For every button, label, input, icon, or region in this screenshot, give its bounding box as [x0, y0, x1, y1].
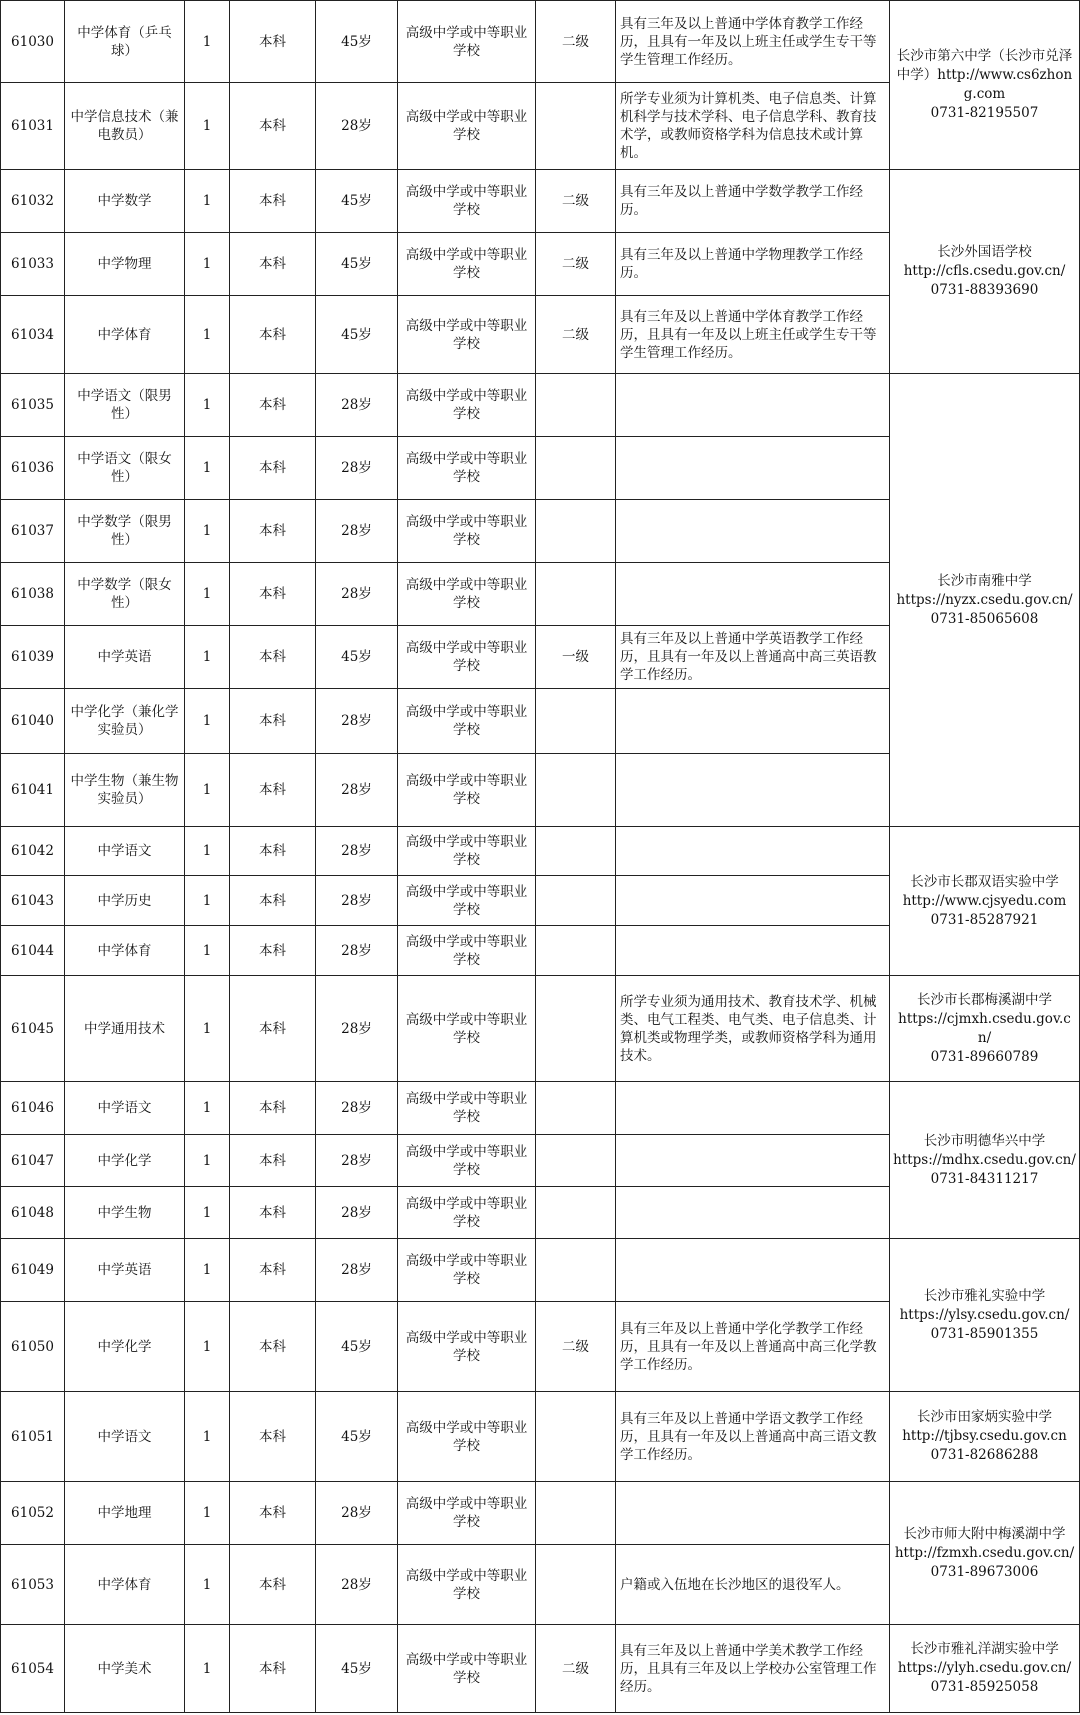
school-info [890, 1392, 1080, 1482]
school-phone: 0731-89673006 [930, 1563, 1039, 1580]
requirements [616, 1239, 890, 1302]
headcount: 1 [185, 563, 230, 626]
school-phone: 0731-84311217 [930, 1170, 1039, 1187]
headcount: 1 [185, 170, 230, 233]
position-code: 61054 [1, 1625, 65, 1713]
certificate: 高级中学或中等职业学校 [398, 1392, 536, 1482]
school-info [890, 1625, 1080, 1713]
table-row [1, 1239, 1080, 1302]
position-code: 61044 [1, 926, 65, 976]
school-phone: 0731-89660789 [930, 1048, 1039, 1065]
age-limit: 28岁 [316, 876, 398, 926]
subject: 中学历史 [65, 876, 185, 926]
requirements [616, 1082, 890, 1135]
school-url: http://www.cjsyedu.com [902, 892, 1067, 909]
requirements [616, 876, 890, 926]
table-row [1, 1625, 1080, 1713]
title-level [536, 1239, 616, 1302]
subject: 中学数学（限男性） [65, 500, 185, 563]
certificate: 高级中学或中等职业学校 [398, 83, 536, 170]
age-limit: 28岁 [316, 976, 398, 1082]
school-url: https://ylsy.csedu.gov.cn/ [899, 1306, 1070, 1323]
title-level [536, 1545, 616, 1625]
requirements [616, 827, 890, 876]
school-info [890, 1482, 1080, 1625]
subject: 中学通用技术 [65, 976, 185, 1082]
certificate: 高级中学或中等职业学校 [398, 1239, 536, 1302]
education: 本科 [230, 976, 316, 1082]
title-level: 二级 [536, 233, 616, 296]
position-code: 61030 [1, 1, 65, 83]
education: 本科 [230, 170, 316, 233]
certificate: 高级中学或中等职业学校 [398, 170, 536, 233]
title-level [536, 437, 616, 500]
requirements [616, 563, 890, 626]
age-limit: 28岁 [316, 1082, 398, 1135]
position-code: 61039 [1, 626, 65, 689]
headcount: 1 [185, 1392, 230, 1482]
school-name: 长沙市雅礼洋湖实验中学 [910, 1641, 1059, 1657]
requirements [616, 1135, 890, 1187]
position-code: 61050 [1, 1302, 65, 1392]
education: 本科 [230, 1, 316, 83]
certificate: 高级中学或中等职业学校 [398, 626, 536, 689]
age-limit: 45岁 [316, 233, 398, 296]
age-limit: 45岁 [316, 1625, 398, 1713]
certificate: 高级中学或中等职业学校 [398, 1302, 536, 1392]
certificate: 高级中学或中等职业学校 [398, 689, 536, 754]
table-row [1, 1482, 1080, 1545]
education: 本科 [230, 689, 316, 754]
school-name: 长沙市第六中学（长沙市兑泽中学）http://www.cs6zhong.com [896, 48, 1073, 102]
requirements [616, 500, 890, 563]
age-limit: 28岁 [316, 83, 398, 170]
subject: 中学美术 [65, 1625, 185, 1713]
school-url: https://nyzx.csedu.gov.cn/ [896, 591, 1073, 608]
education: 本科 [230, 374, 316, 437]
requirements [616, 754, 890, 827]
requirements: 所学专业须为计算机类、电子信息类、计算机科学与技术学科、电子信息学科、教育技术学，或教师资格学科为信息技术或计算机。 [616, 83, 890, 170]
school-name: 长沙市师大附中梅溪湖中学 [903, 1525, 1066, 1542]
education: 本科 [230, 1187, 316, 1239]
age-limit: 28岁 [316, 1482, 398, 1545]
age-limit: 45岁 [316, 1302, 398, 1392]
position-code: 61042 [1, 827, 65, 876]
certificate: 高级中学或中等职业学校 [398, 1135, 536, 1187]
headcount: 1 [185, 233, 230, 296]
headcount: 1 [185, 1625, 230, 1713]
subject: 中学语文（限女性） [65, 437, 185, 500]
age-limit: 28岁 [316, 500, 398, 563]
certificate: 高级中学或中等职业学校 [398, 1625, 536, 1713]
requirements: 具有三年及以上普通中学美术教学工作经历，且具有三年及以上学校办公室管理工作经历。 [616, 1625, 890, 1713]
title-level [536, 1482, 616, 1545]
certificate: 高级中学或中等职业学校 [398, 1482, 536, 1545]
position-code: 61031 [1, 83, 65, 170]
position-code: 61047 [1, 1135, 65, 1187]
education: 本科 [230, 626, 316, 689]
headcount: 1 [185, 1239, 230, 1302]
headcount: 1 [185, 689, 230, 754]
requirements [616, 689, 890, 754]
headcount: 1 [185, 83, 230, 170]
school-info [890, 1, 1080, 170]
age-limit: 28岁 [316, 1135, 398, 1187]
school-url: https://cjmxh.csedu.gov.cn/ [898, 1010, 1071, 1046]
certificate: 高级中学或中等职业学校 [398, 233, 536, 296]
position-code: 61043 [1, 876, 65, 926]
subject: 中学体育 [65, 1545, 185, 1625]
education: 本科 [230, 1545, 316, 1625]
certificate: 高级中学或中等职业学校 [398, 1187, 536, 1239]
title-level [536, 827, 616, 876]
requirements [616, 1187, 890, 1239]
headcount: 1 [185, 926, 230, 976]
title-level [536, 876, 616, 926]
title-level [536, 1392, 616, 1482]
title-level: 二级 [536, 1302, 616, 1392]
headcount: 1 [185, 296, 230, 374]
subject: 中学化学 [65, 1135, 185, 1187]
school-name: 长沙市田家炳实验中学 [917, 1409, 1052, 1425]
requirements [616, 1482, 890, 1545]
age-limit: 45岁 [316, 170, 398, 233]
certificate: 高级中学或中等职业学校 [398, 374, 536, 437]
school-info [890, 827, 1080, 976]
school-url: https://mdhx.csedu.gov.cn/ [893, 1151, 1076, 1168]
age-limit: 45岁 [316, 626, 398, 689]
education: 本科 [230, 827, 316, 876]
title-level [536, 689, 616, 754]
education: 本科 [230, 1482, 316, 1545]
title-level [536, 563, 616, 626]
headcount: 1 [185, 876, 230, 926]
position-code: 61052 [1, 1482, 65, 1545]
school-info [890, 1082, 1080, 1239]
certificate: 高级中学或中等职业学校 [398, 976, 536, 1082]
headcount: 1 [185, 1, 230, 83]
education: 本科 [230, 563, 316, 626]
school-phone: 0731-85925058 [930, 1679, 1039, 1695]
headcount: 1 [185, 1187, 230, 1239]
subject: 中学数学（限女性） [65, 563, 185, 626]
education: 本科 [230, 500, 316, 563]
school-phone: 0731-85901355 [930, 1325, 1039, 1342]
subject: 中学语文（限男性） [65, 374, 185, 437]
education: 本科 [230, 1239, 316, 1302]
school-name: 长沙市明德华兴中学 [923, 1132, 1046, 1149]
certificate: 高级中学或中等职业学校 [398, 926, 536, 976]
subject: 中学信息技术（兼电教员） [65, 83, 185, 170]
age-limit: 28岁 [316, 827, 398, 876]
certificate: 高级中学或中等职业学校 [398, 1082, 536, 1135]
headcount: 1 [185, 976, 230, 1082]
headcount: 1 [185, 754, 230, 827]
age-limit: 45岁 [316, 1, 398, 83]
certificate: 高级中学或中等职业学校 [398, 1, 536, 83]
education: 本科 [230, 83, 316, 170]
school-info [890, 170, 1080, 374]
requirements: 具有三年及以上普通中学数学教学工作经历。 [616, 170, 890, 233]
certificate: 高级中学或中等职业学校 [398, 296, 536, 374]
title-level [536, 976, 616, 1082]
subject: 中学地理 [65, 1482, 185, 1545]
age-limit: 28岁 [316, 563, 398, 626]
position-code: 61049 [1, 1239, 65, 1302]
headcount: 1 [185, 500, 230, 563]
school-name: 长沙市雅礼实验中学 [923, 1287, 1046, 1304]
title-level: 二级 [536, 1, 616, 83]
headcount: 1 [185, 1135, 230, 1187]
school-name: 长沙外国语学校 [937, 244, 1032, 260]
table-row [1, 170, 1080, 233]
title-level [536, 1187, 616, 1239]
age-limit: 28岁 [316, 689, 398, 754]
age-limit: 28岁 [316, 1545, 398, 1625]
school-info [890, 976, 1080, 1082]
table-row [1, 827, 1080, 876]
subject: 中学数学 [65, 170, 185, 233]
subject: 中学英语 [65, 626, 185, 689]
headcount: 1 [185, 827, 230, 876]
education: 本科 [230, 1625, 316, 1713]
requirements: 具有三年及以上普通中学语文教学工作经历，且具有一年及以上普通高中高三语文教学工作经历。 [616, 1392, 890, 1482]
table-row [1, 374, 1080, 437]
age-limit: 45岁 [316, 1392, 398, 1482]
requirements [616, 374, 890, 437]
headcount: 1 [185, 1082, 230, 1135]
title-level [536, 1082, 616, 1135]
position-code: 61034 [1, 296, 65, 374]
requirements: 具有三年及以上普通中学物理教学工作经历。 [616, 233, 890, 296]
subject: 中学语文 [65, 1082, 185, 1135]
subject: 中学语文 [65, 827, 185, 876]
education: 本科 [230, 233, 316, 296]
requirements: 具有三年及以上普通中学体育教学工作经历，且具有一年及以上班主任或学生专干等学生管理工作经历。 [616, 296, 890, 374]
table-row [1, 1392, 1080, 1482]
requirements: 户籍或入伍地在长沙地区的退役军人。 [616, 1545, 890, 1625]
requirements [616, 926, 890, 976]
table-row [1, 976, 1080, 1082]
headcount: 1 [185, 374, 230, 437]
position-code: 61038 [1, 563, 65, 626]
age-limit: 28岁 [316, 1239, 398, 1302]
position-code: 61036 [1, 437, 65, 500]
age-limit: 28岁 [316, 754, 398, 827]
position-code: 61040 [1, 689, 65, 754]
requirements [616, 437, 890, 500]
age-limit: 45岁 [316, 296, 398, 374]
requirements: 所学专业须为通用技术、教育技术学、机械类、电气工程类、电气类、电子信息类、计算机类或物理学类，或教师资格学科为通用技术。 [616, 976, 890, 1082]
subject: 中学物理 [65, 233, 185, 296]
position-code: 61046 [1, 1082, 65, 1135]
position-code: 61032 [1, 170, 65, 233]
title-level [536, 83, 616, 170]
certificate: 高级中学或中等职业学校 [398, 876, 536, 926]
headcount: 1 [185, 626, 230, 689]
headcount: 1 [185, 1482, 230, 1545]
position-code: 61033 [1, 233, 65, 296]
subject: 中学英语 [65, 1239, 185, 1302]
education: 本科 [230, 1392, 316, 1482]
requirements: 具有三年及以上普通中学英语教学工作经历，且具有一年及以上普通高中高三英语教学工作经历。 [616, 626, 890, 689]
school-info [890, 374, 1080, 827]
school-phone: 0731-82195507 [930, 105, 1039, 121]
age-limit: 28岁 [316, 374, 398, 437]
education: 本科 [230, 876, 316, 926]
requirements: 具有三年及以上普通中学化学教学工作经历，且具有一年及以上普通高中高三化学教学工作经历。 [616, 1302, 890, 1392]
school-phone: 0731-88393690 [930, 282, 1039, 298]
title-level [536, 500, 616, 563]
position-code: 61048 [1, 1187, 65, 1239]
headcount: 1 [185, 1545, 230, 1625]
education: 本科 [230, 1135, 316, 1187]
title-level [536, 754, 616, 827]
position-code: 61037 [1, 500, 65, 563]
headcount: 1 [185, 437, 230, 500]
position-code: 61051 [1, 1392, 65, 1482]
subject: 中学语文 [65, 1392, 185, 1482]
education: 本科 [230, 296, 316, 374]
school-name: 长沙市长郡双语实验中学 [910, 873, 1059, 890]
school-name: 长沙市长郡梅溪湖中学 [917, 991, 1052, 1008]
title-level: 二级 [536, 296, 616, 374]
education: 本科 [230, 754, 316, 827]
position-code: 61041 [1, 754, 65, 827]
title-level: 一级 [536, 626, 616, 689]
requirements: 具有三年及以上普通中学体育教学工作经历，且具有一年及以上班主任或学生专干等学生管理工作经历。 [616, 1, 890, 83]
subject: 中学化学（兼化学实验员） [65, 689, 185, 754]
headcount: 1 [185, 1302, 230, 1392]
table-row [1, 1082, 1080, 1135]
subject: 中学体育 [65, 296, 185, 374]
subject: 中学生物（兼生物实验员） [65, 754, 185, 827]
school-url: http://tjbsy.csedu.gov.cn [902, 1428, 1067, 1444]
education: 本科 [230, 1302, 316, 1392]
title-level: 二级 [536, 170, 616, 233]
table-row [1, 1, 1080, 83]
title-level [536, 374, 616, 437]
school-info [890, 1239, 1080, 1392]
certificate: 高级中学或中等职业学校 [398, 827, 536, 876]
age-limit: 28岁 [316, 926, 398, 976]
title-level [536, 926, 616, 976]
subject: 中学生物 [65, 1187, 185, 1239]
school-phone: 0731-85065608 [930, 610, 1039, 627]
education: 本科 [230, 1082, 316, 1135]
certificate: 高级中学或中等职业学校 [398, 754, 536, 827]
certificate: 高级中学或中等职业学校 [398, 1545, 536, 1625]
school-phone: 0731-85287921 [930, 911, 1039, 928]
subject: 中学体育 [65, 926, 185, 976]
position-code: 61045 [1, 976, 65, 1082]
education: 本科 [230, 437, 316, 500]
education: 本科 [230, 926, 316, 976]
subject: 中学体育（乒乓球） [65, 1, 185, 83]
title-level: 二级 [536, 1625, 616, 1713]
subject: 中学化学 [65, 1302, 185, 1392]
age-limit: 28岁 [316, 1187, 398, 1239]
position-code: 61053 [1, 1545, 65, 1625]
school-url: http://fzmxh.csedu.gov.cn/ [894, 1544, 1075, 1561]
title-level [536, 1135, 616, 1187]
certificate: 高级中学或中等职业学校 [398, 563, 536, 626]
certificate: 高级中学或中等职业学校 [398, 500, 536, 563]
school-url: http://cfls.csedu.gov.cn/ [903, 263, 1066, 279]
age-limit: 28岁 [316, 437, 398, 500]
position-code: 61035 [1, 374, 65, 437]
school-phone: 0731-82686288 [930, 1447, 1039, 1463]
school-name: 长沙市南雅中学 [937, 572, 1032, 589]
certificate: 高级中学或中等职业学校 [398, 437, 536, 500]
school-url: https://ylyh.csedu.gov.cn/ [897, 1660, 1072, 1676]
